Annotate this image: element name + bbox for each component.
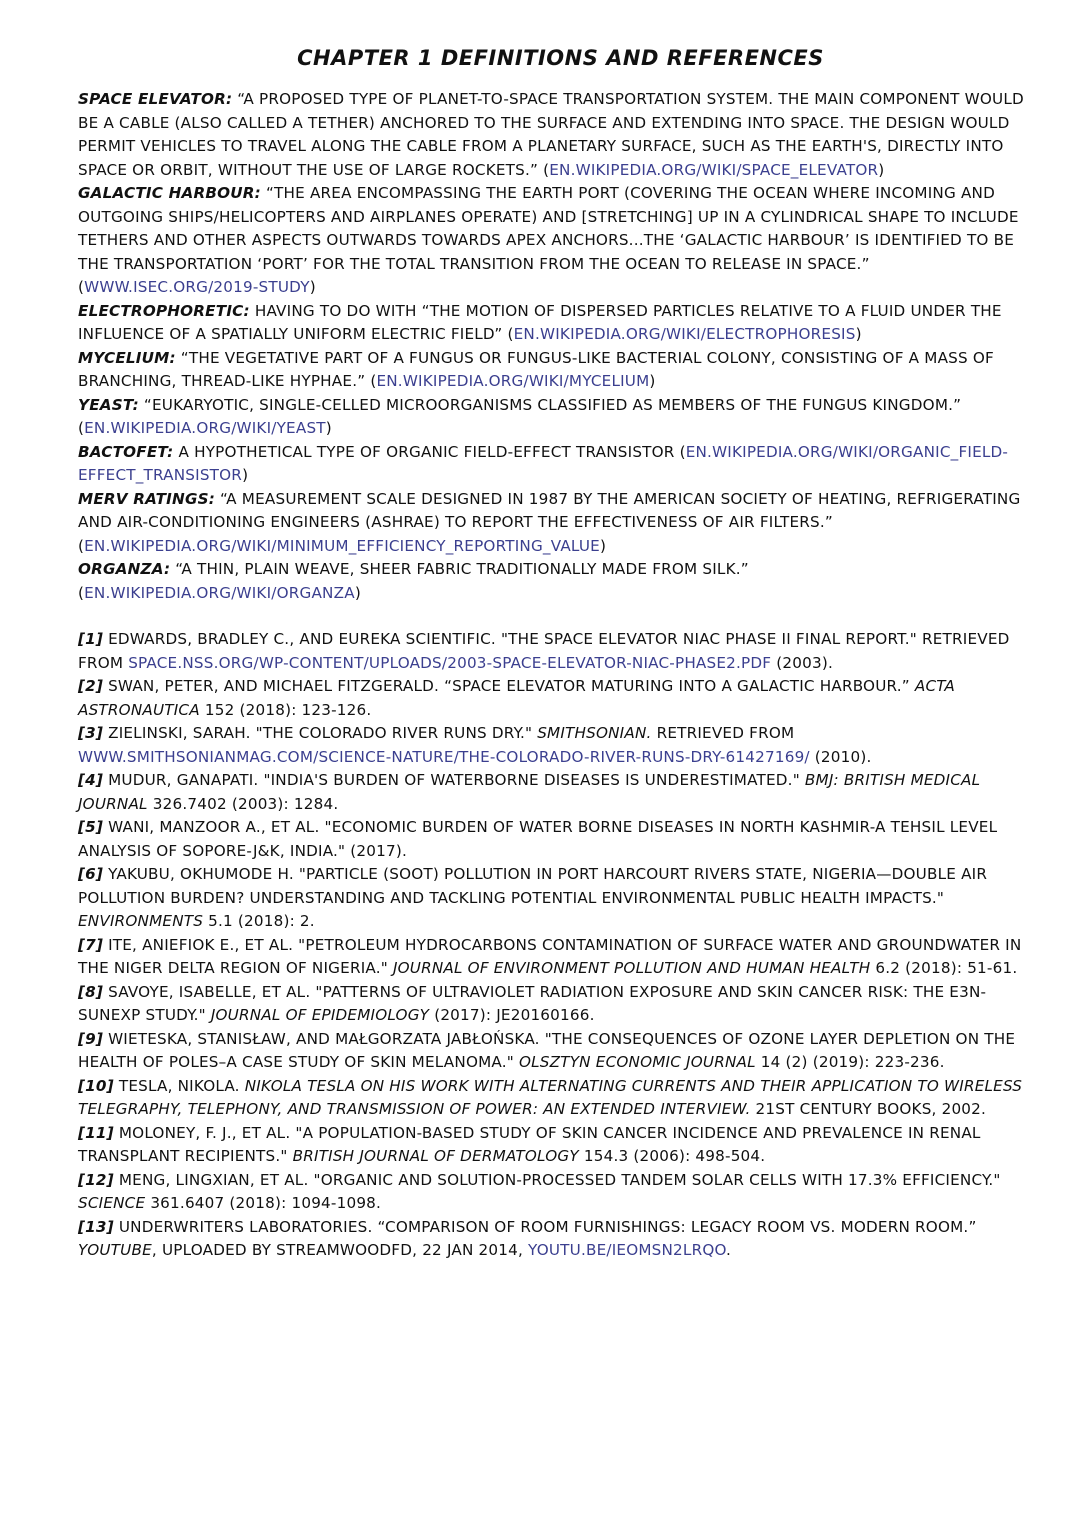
definition-text: “EUKARYOTIC, SINGLE-CELLED MICROORGANISMS CLASSIFIED AS MEMBERS OF THE FUNGUS KINGDOM.” ( [78, 395, 962, 437]
definition-item: SPACE ELEVATOR: “A PROPOSED TYPE OF PLANET-TO-SPACE TRANSPORTATION SYSTEM. THE MAIN COMPONENT WOULD BE A CABLE (ALSO CALLED A TETHER) ANCHORED TO THE SURFACE AND EXTENDING INTO SPACE. THE DESIGN WOULD PERMIT VEHICLES TO TRAVEL ALONG THE CABLE FROM A PLANETARY SURFACE, SUCH AS THE EARTH'S, DIRECTLY INTO SPACE OR ORBIT, WITHOUT THE USE OF LARGE ROCKETS.” (EN.WIKIPEDIA.ORG/WIKI/SPACE_ELEVATOR) [78, 90, 1024, 179]
reference-item: [7] ITE, ANIEFIOK E., ET AL. "PETROLEUM HYDROCARBONS CONTAMINATION OF SURFACE WATER AND GROUNDWATER IN THE NIGER DELTA REGION OF NIGERIA." JOURNAL OF ENVIRONMENT POLLUTION AND HUMAN HEALTH 6.2 (2018): 51-61. [78, 935, 1022, 977]
definition-link[interactable]: EN.WIKIPEDIA.ORG/WIKI/MINIMUM_EFFICIENCY_REPORTING_VALUE [84, 536, 600, 555]
definitions-list [78, 88, 1033, 605]
definition-link[interactable]: EN.WIKIPEDIA.ORG/WIKI/ORGANIC_FIELD-EFFECT_TRANSISTOR [78, 442, 1009, 484]
definition-item: MYCELIUM: “THE VEGETATIVE PART OF A FUNGUS OR FUNGUS-LIKE BACTERIAL COLONY, CONSISTING OF A MASS OF BRANCHING, THREAD-LIKE HYPHAE.” (EN.WIKIPEDIA.ORG/WIKI/MYCELIUM) [78, 348, 994, 390]
definition-term: SPACE ELEVATOR: [78, 90, 233, 108]
reference-number: [1] [78, 630, 104, 648]
reference-number: [2] [78, 677, 104, 695]
page-title: CHAPTER 1 DEFINITIONS AND REFERENCES [297, 46, 824, 70]
reference-number: [10] [78, 1076, 114, 1095]
reference-number: [6] [78, 865, 104, 883]
definition-text: “THE AREA ENCOMPASSING THE EARTH PORT (COVERING THE OCEAN WHERE INCOMING AND OUTGOING SHIPS/HELICOPTERS AND AIRPLANES OPERATE) AND [STRETCHING] UP IN A CYLINDRICAL SHAPE TO INCLUDE TETHERS AND OTHER ASPECTS OUTWARDS TOWARDS APEX ANCHORS...THE ‘GALACTIC HARBOUR’ IS IDENTIFIED TO BE THE TRANSPORTATION ‘PORT’ FOR THE TOTAL TRANSITION FROM THE OCEAN TO RELEASE IN SPACE.” ( [78, 184, 1019, 296]
reference-item: [10] TESLA, NIKOLA. NIKOLA TESLA ON HIS WORK WITH ALTERNATING CURRENTS AND THEIR APPLICATION TO WIRELESS TELEGRAPHY, TELEPHONY, AND TRANSMISSION OF POWER: AN EXTENDED INTERVIEW. 21ST CENTURY BOOKS, 2002. [78, 1076, 1023, 1118]
definition-term: GALACTIC HARBOUR: [78, 184, 261, 202]
definition-item: MERV RATINGS: “A MEASUREMENT SCALE DESIGNED IN 1987 BY THE AMERICAN SOCIETY OF HEATING, REFRIGERATING AND AIR-CONDITIONING ENGINEERS (ASHRAE) TO REPORT THE EFFECTIVENESS OF AIR FILTERS.” (EN.WIKIPEDIA.ORG/WIKI/MINIMUM_EFFICIENCY_REPORTING_VALUE) [78, 489, 1021, 555]
reference-item: [13] UNDERWRITERS LABORATORIES. “COMPARISON OF ROOM FURNISHINGS: LEGACY ROOM VS. MODERN ROOM.” YOUTUBE, UPLOADED BY STREAMWOODFD, 22 JAN 2014, YOUTU.BE/IEOMSN2LRQO. [78, 1217, 977, 1259]
reference-number: [13] [78, 1217, 114, 1236]
definition-link[interactable]: EN.WIKIPEDIA.ORG/WIKI/MYCELIUM [376, 372, 650, 390]
reference-item: [4] MUDUR, GANAPATI. "INDIA'S BURDEN OF WATERBORNE DISEASES IS UNDERESTIMATED." BMJ: BRITISH MEDICAL JOURNAL 326.7402 (2003): 1284. [78, 771, 981, 813]
definition-item: ELECTROPHORETIC: HAVING TO DO WITH “THE MOTION OF DISPERSED PARTICLES RELATIVE TO A FLUID UNDER THE INFLUENCE OF A SPATIALLY UNIFORM ELECTRIC FIELD” (EN.WIKIPEDIA.ORG/WIKI/ELECTROPHORESIS) [78, 301, 1002, 343]
definition-term: MYCELIUM: [78, 348, 176, 367]
definition-item: GALACTIC HARBOUR: “THE AREA ENCOMPASSING THE EARTH PORT (COVERING THE OCEAN WHERE INCOMING AND OUTGOING SHIPS/HELICOPTERS AND AIRPLANES OPERATE) AND [STRETCHING] UP IN A CYLINDRICAL SHAPE TO INCLUDE TETHERS AND OTHER ASPECTS OUTWARDS TOWARDS APEX ANCHORS...THE ‘GALACTIC HARBOUR’ IS IDENTIFIED TO BE THE TRANSPORTATION ‘PORT’ FOR THE TOTAL TRANSITION FROM THE OCEAN TO RELEASE IN SPACE.” (WWW.ISEC.ORG/2019-STUDY) [78, 184, 1019, 296]
reference-number: [9] [78, 1029, 104, 1048]
definition-link[interactable]: EN.WIKIPEDIA.ORG/WIKI/ORGANZA [84, 583, 355, 602]
definition-term: BACTOFET: [78, 442, 174, 461]
reference-item: [3] ZIELINSKI, SARAH. "THE COLORADO RIVER RUNS DRY." SMITHSONIAN. RETRIEVED FROM WWW.SMITHSONIANMAG.COM/SCIENCE-NATURE/THE-COLORADO-RIVER-RUNS-DRY-61427169/ (2010). [78, 724, 872, 766]
definition-text: “A MEASUREMENT SCALE DESIGNED IN 1987 BY THE AMERICAN SOCIETY OF HEATING, REFRIGERATING AND AIR-CONDITIONING ENGINEERS (ASHRAE) TO REPORT THE EFFECTIVENESS OF AIR FILTERS.” ( [78, 489, 1021, 555]
reference-link[interactable]: WWW.SMITHSONIANMAG.COM/SCIENCE-NATURE/THE-COLORADO-RIVER-RUNS-DRY-61427169/ [78, 747, 810, 766]
definition-text: A HYPOTHETICAL TYPE OF ORGANIC FIELD-EFFECT TRANSISTOR ( [173, 442, 686, 461]
reference-number: [5] [78, 818, 104, 836]
definition-link[interactable]: WWW.ISEC.ORG/2019-STUDY [84, 278, 310, 296]
section-spacer [78, 605, 1033, 628]
reference-number: [12] [78, 1170, 114, 1189]
definition-term: YEAST: [78, 395, 139, 414]
definition-term: ORGANZA: [78, 560, 171, 578]
reference-item: [5] WANI, MANZOOR A., ET AL. "ECONOMIC BURDEN OF WATER BORNE DISEASES IN NORTH KASHMIR-A TEHSIL LEVEL ANALYSIS OF SOPORE-J&K, INDIA." (2017). [78, 818, 998, 860]
reference-item: [12] MENG, LINGXIAN, ET AL. "ORGANIC AND SOLUTION-PROCESSED TANDEM SOLAR CELLS WITH 17.3% EFFICIENCY." SCIENCE 361.6407 (2018): 1094-1098. [78, 1170, 1001, 1212]
definition-text: “THE VEGETATIVE PART OF A FUNGUS OR FUNGUS-LIKE BACTERIAL COLONY, CONSISTING OF A MASS OF BRANCHING, THREAD-LIKE HYPHAE.” ( [78, 348, 994, 390]
definition-text: “A THIN, PLAIN WEAVE, SHEER FABRIC TRADITIONALLY MADE FROM SILK.” ( [78, 560, 749, 602]
definition-term: ELECTROPHORETIC: [78, 301, 250, 320]
reference-item: [2] SWAN, PETER, AND MICHAEL FITZGERALD. “SPACE ELEVATOR MATURING INTO A GALACTIC HARBOUR.” ACTA ASTRONAUTICA 152 (2018): 123-126. [78, 677, 955, 719]
reference-link[interactable]: SPACE.NSS.ORG/WP-CONTENT/UPLOADS/2003-SPACE-ELEVATOR-NIAC-PHASE2.PDF [128, 653, 772, 672]
definition-item: BACTOFET: A HYPOTHETICAL TYPE OF ORGANIC FIELD-EFFECT TRANSISTOR (EN.WIKIPEDIA.ORG/WIKI/ORGANIC_FIELD-EFFECT_TRANSISTOR) [78, 442, 1009, 484]
reference-item: [6] YAKUBU, OKHUMODE H. "PARTICLE (SOOT) POLLUTION IN PORT HARCOURT RIVERS STATE, NIGERIA—DOUBLE AIR POLLUTION BURDEN? UNDERSTANDING AND TACKLING POTENTIAL ENVIRONMENTAL PUBLIC HEALTH IMPACTS." ENVIRONMENTS 5.1 (2018): 2. [78, 865, 988, 930]
definition-text: HAVING TO DO WITH “THE MOTION OF DISPERSED PARTICLES RELATIVE TO A FLUID UNDER THE INFLUENCE OF A SPATIALLY UNIFORM ELECTRIC FIELD” ( [78, 301, 1002, 343]
reference-item: [1] EDWARDS, BRADLEY C., AND EUREKA SCIENTIFIC. "THE SPACE ELEVATOR NIAC PHASE II FINAL REPORT." RETRIEVED FROM SPACE.NSS.ORG/WP-CONTENT/UPLOADS/2003-SPACE-ELEVATOR-NIAC-PHASE2.PDF (2003). [78, 630, 1010, 672]
reference-item: [11] MOLONEY, F. J., ET AL. "A POPULATION-BASED STUDY OF SKIN CANCER INCIDENCE AND PREVALENCE IN RENAL TRANSPLANT RECIPIENTS." BRITISH JOURNAL OF DERMATOLOGY 154.3 (2006): 498-504. [78, 1123, 981, 1165]
definition-item: ORGANZA: “A THIN, PLAIN WEAVE, SHEER FABRIC TRADITIONALLY MADE FROM SILK.” (EN.WIKIPEDIA.ORG/WIKI/ORGANZA) [78, 560, 749, 602]
reference-item: [8] SAVOYE, ISABELLE, ET AL. "PATTERNS OF ULTRAVIOLET RADIATION EXPOSURE AND SKIN CANCER RISK: THE E3N-SUNEXP STUDY." JOURNAL OF EPIDEMIOLOGY (2017): JE20160166. [78, 982, 987, 1024]
definition-term: MERV RATINGS: [78, 489, 216, 508]
reference-number: [7] [78, 935, 104, 954]
references-list [78, 628, 1033, 1263]
reference-link[interactable]: YOUTU.BE/IEOMSN2LRQO [528, 1241, 727, 1259]
definition-link[interactable]: EN.WIKIPEDIA.ORG/WIKI/ELECTROPHORESIS [513, 325, 856, 343]
definition-link[interactable]: EN.WIKIPEDIA.ORG/WIKI/YEAST [84, 419, 326, 437]
reference-number: [4] [78, 771, 104, 789]
document-page [78, 46, 1033, 1263]
reference-item: [9] WIETESKA, STANISŁAW, AND MAŁGORZATA JABŁOŃSKA. "THE CONSEQUENCES OF OZONE LAYER DEPLETION ON THE HEALTH OF POLES–A CASE STUDY OF SKIN MELANOMA." OLSZTYN ECONOMIC JOURNAL 14 (2) (2019): 223-236. [78, 1029, 1016, 1071]
definition-text: “A PROPOSED TYPE OF PLANET-TO-SPACE TRANSPORTATION SYSTEM. THE MAIN COMPONENT WOULD BE A CABLE (ALSO CALLED A TETHER) ANCHORED TO THE SURFACE AND EXTENDING INTO SPACE. THE DESIGN WOULD PERMIT VEHICLES TO TRAVEL ALONG THE CABLE FROM A PLANETARY SURFACE, SUCH AS THE EARTH'S, DIRECTLY INTO SPACE OR ORBIT, WITHOUT THE USE OF LARGE ROCKETS.” ( [78, 90, 1024, 179]
reference-number: [8] [78, 982, 104, 1001]
definition-item: YEAST: “EUKARYOTIC, SINGLE-CELLED MICROORGANISMS CLASSIFIED AS MEMBERS OF THE FUNGUS KINGDOM.” (EN.WIKIPEDIA.ORG/WIKI/YEAST) [78, 395, 962, 437]
definition-link[interactable]: EN.WIKIPEDIA.ORG/WIKI/SPACE_ELEVATOR [549, 160, 879, 179]
reference-number: [3] [78, 724, 104, 742]
reference-number: [11] [78, 1123, 114, 1142]
